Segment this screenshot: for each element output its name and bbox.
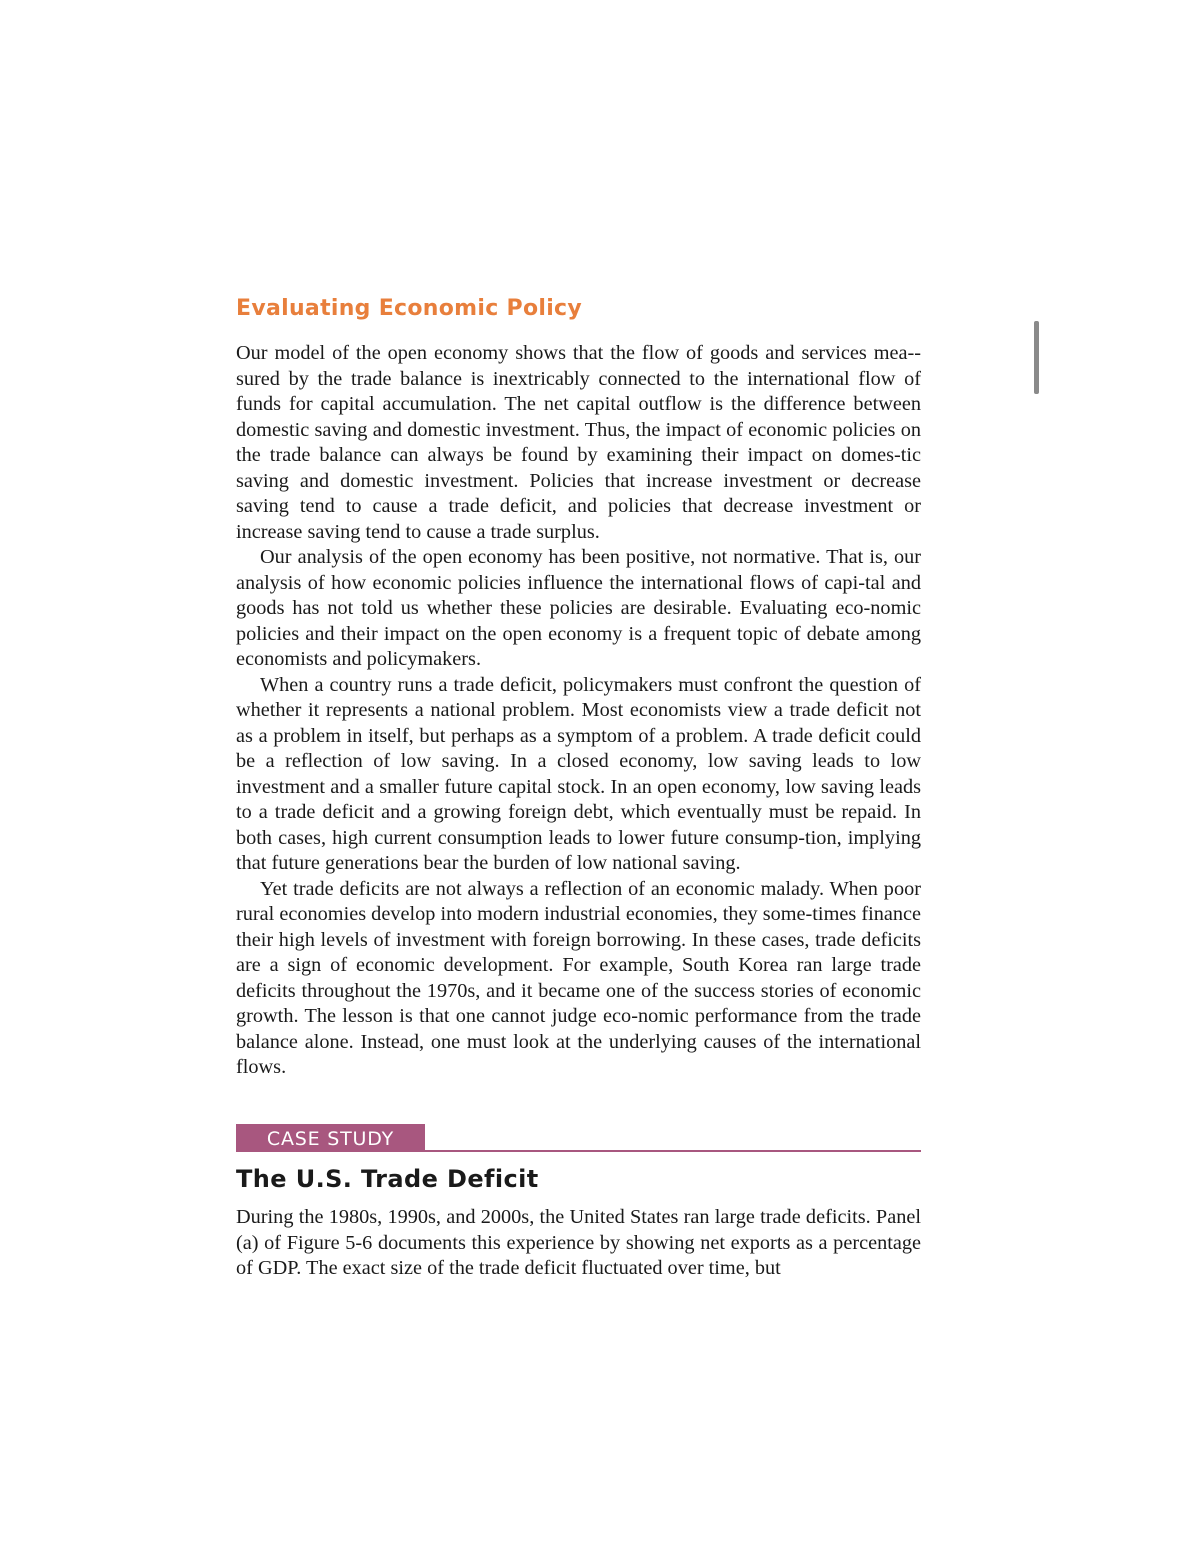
case-study-title: The U.S. Trade Deficit [236,1165,539,1193]
margin-change-bar [1034,321,1039,394]
section-heading: Evaluating Economic Policy [236,296,583,321]
case-study-label: CASE STUDY [236,1124,425,1152]
case-study-rule [425,1150,921,1152]
section-body [236,341,921,1081]
paragraph-4: Yet trade deficits are not always a reflection of an economic malady. When poor rural economies develop into modern industrial economies, they some-times finance their high levels of investment with foreign borrowing. In these cases, trade deficits are a sign of economic development. For example, South Korea ran large trade deficits throughout the 1970s, and it became one of the success stories of economic growth. The lesson is that one cannot judge eco-nomic performance from the trade balance alone. Instead, one must look at the underlying causes of the international flows. [236,877,921,1078]
case-study-paragraph: During the 1980s, 1990s, and 2000s, the United States ran large trade deficits. Panel (a) of Figure 5-6 documents this experience by showing net exports as a percentage of GDP. The exact size of the trade deficit fluctuated over time, but [236,1206,921,1279]
section-evaluating-economic-policy [236,293,921,1081]
case-study-body [236,1205,921,1282]
case-study-banner [236,1124,921,1152]
paragraph-2: Our analysis of the open economy has been positive, not normative. That is, our analysis of how economic policies influence the international flows of capi-tal and goods has not told us whether these policies are desirable. Evaluating eco-nomic policies and their impact on the open economy is a frequent topic of debate among economists and policymakers. [236,546,921,670]
paragraph-3: When a country runs a trade deficit, policymakers must confront the question of whether it represents a national problem. Most economists view a trade deficit not as a problem in itself, but perhaps as a symptom of a problem. A trade deficit could be a reflection of low saving. In a closed economy, low saving leads to low investment and a smaller future capital stock. In an open economy, low saving leads to a trade deficit and a growing foreign debt, which eventually must be repaid. In both cases, high current consumption leads to lower future consump-tion, implying that future generations bear the burden of low national saving. [236,673,921,874]
paragraph-1: Our model of the open economy shows that the flow of goods and services mea-sured by the trade balance is inextricably connected to the international flow of funds for capital accumulation. The net capital outflow is the difference between domestic saving and domestic investment. Thus, the impact of economic policies on the trade balance can always be found by examining their impact on domes-tic saving and domestic investment. Policies that increase investment or decrease saving tend to cause a trade deficit, and policies that decrease investment or increase saving tend to cause a trade surplus. [236,342,921,543]
